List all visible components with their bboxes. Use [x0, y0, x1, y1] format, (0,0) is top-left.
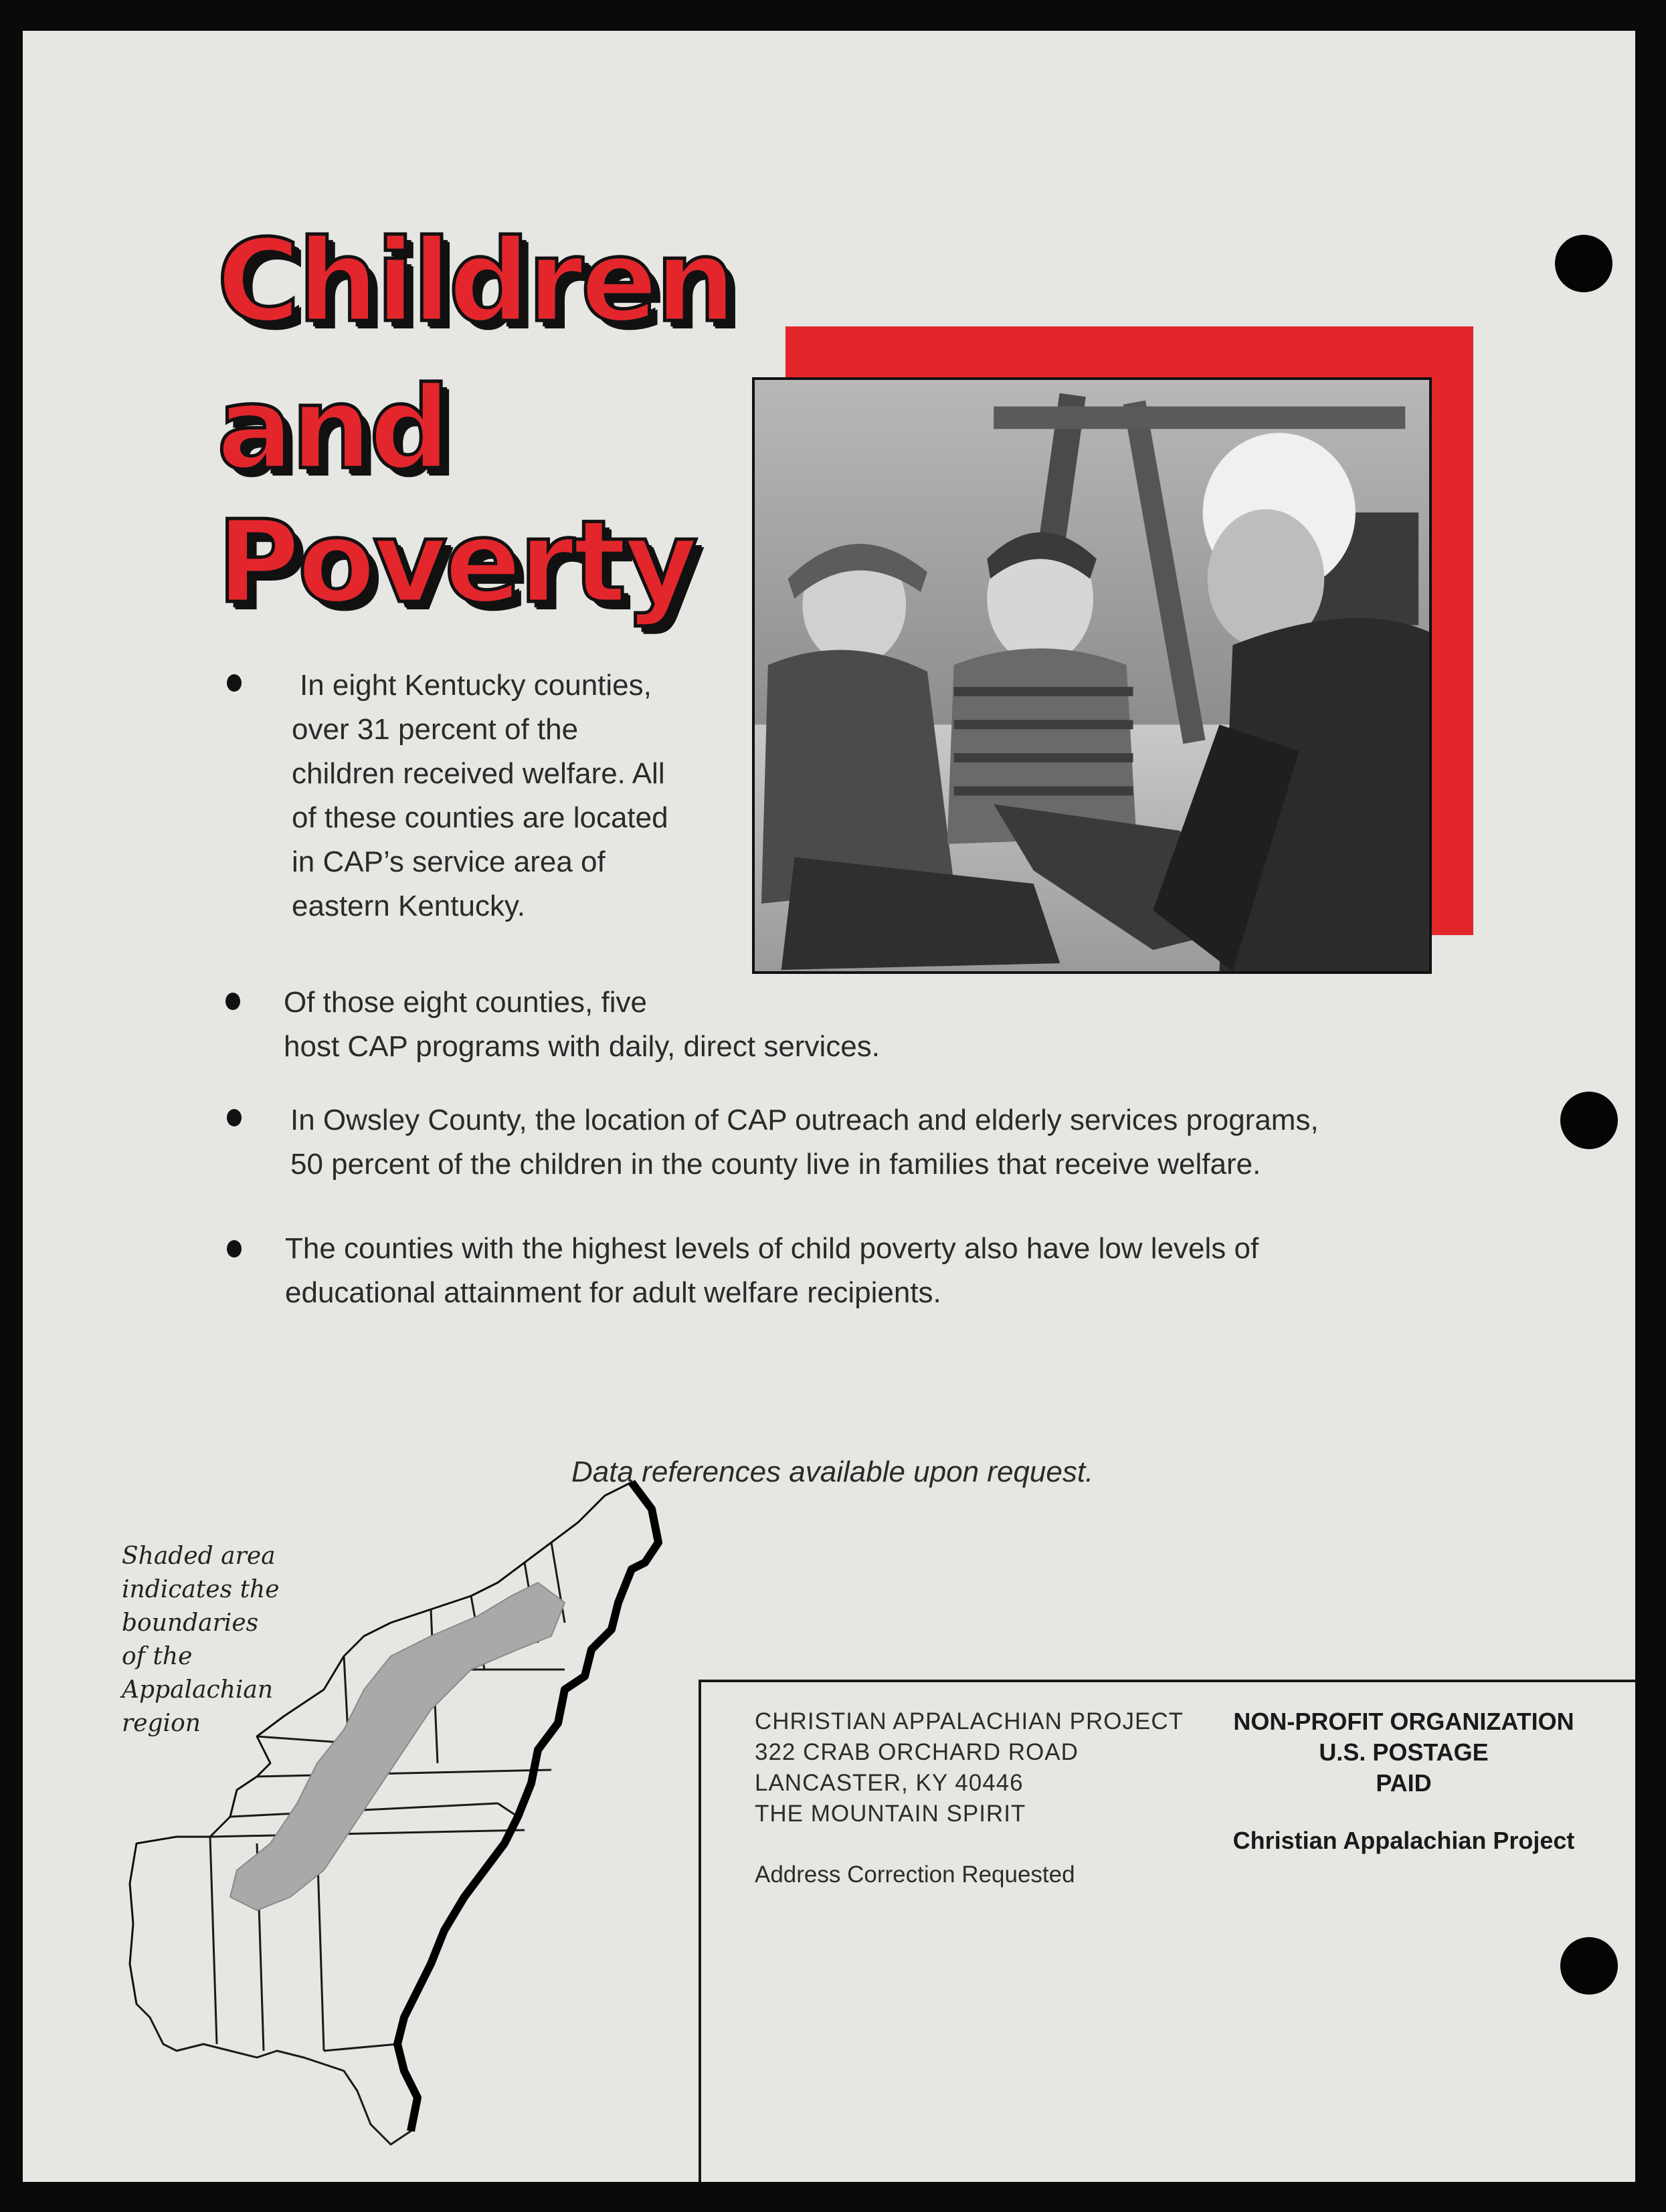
bullet-3-line: In Owsley County, the location of CAP outreach and elderly services programs,	[290, 1104, 1319, 1136]
return-address	[755, 1706, 1184, 1829]
postage-indicia-line: PAID	[1376, 1769, 1432, 1797]
address-correction-note: Address Correction Requested	[755, 1862, 1075, 1888]
bullet-4-line: educational attainment for adult welfare recipients.	[285, 1276, 941, 1309]
bullet-1	[292, 664, 668, 928]
bullet-3-line: 50 percent of the children in the county live in families that receive welfare.	[290, 1148, 1261, 1181]
postage-indicia-line: U.S. POSTAGE	[1319, 1738, 1489, 1766]
postage-indicia	[1210, 1706, 1598, 1799]
return-address-line: THE MOUNTAIN SPIRIT	[755, 1801, 1026, 1827]
newsletter-page	[23, 31, 1635, 2182]
appalachian-shaded-area	[230, 1583, 565, 1910]
map-caption-line: region	[122, 1710, 201, 1737]
title-line-1: Children	[217, 215, 734, 348]
bullet-2-line: host CAP programs with daily, direct services.	[284, 1030, 880, 1063]
photo-children-and-elder	[752, 377, 1432, 974]
map-caption-line: boundaries	[122, 1609, 259, 1637]
bullet-4	[285, 1227, 1259, 1315]
bullet-2-line: Of those eight counties, five	[284, 986, 647, 1019]
bullet-1-line: In eight Kentucky counties,	[300, 669, 652, 702]
bullet-dot	[225, 993, 240, 1010]
postage-organization: Christian Appalachian Project	[1232, 1827, 1575, 1854]
bullet-1-line: in CAP’s service area of	[292, 845, 606, 878]
bullet-1-line: over 31 percent of the	[292, 713, 579, 746]
bullet-dot	[227, 1109, 242, 1126]
bullet-1-line: children received welfare. All	[292, 757, 665, 790]
bullet-2	[284, 981, 880, 1069]
bullet-dot	[227, 674, 242, 692]
data-references-note: Data references available upon request.	[571, 1455, 1094, 1488]
map-caption-line: indicates the	[122, 1576, 280, 1603]
bullet-1-line: eastern Kentucky.	[292, 890, 525, 922]
return-address-line: LANCASTER, KY 40446	[755, 1770, 1024, 1796]
photo-illustration	[755, 380, 1429, 971]
bullet-3	[290, 1098, 1319, 1187]
postage-indicia-line: NON-PROFIT ORGANIZATION	[1233, 1708, 1574, 1735]
return-address-line: CHRISTIAN APPALACHIAN PROJECT	[755, 1708, 1184, 1734]
return-address-line: 322 CRAB ORCHARD ROAD	[755, 1739, 1079, 1765]
mailing-panel	[699, 1680, 1635, 2182]
map-caption-line: of the	[122, 1643, 193, 1670]
bullet-dot	[227, 1240, 242, 1258]
title-line-3: Poverty	[217, 496, 696, 629]
bullet-4-line: The counties with the highest levels of child poverty also have low levels of	[285, 1232, 1259, 1265]
map-caption-line: Shaded area	[122, 1542, 276, 1570]
binder-hole	[1560, 1092, 1618, 1149]
title-line-2: and	[217, 363, 448, 495]
bullet-1-line: of these counties are located	[292, 801, 668, 834]
map-caption-line: Appalachian	[122, 1676, 274, 1704]
binder-hole	[1555, 235, 1612, 292]
appalachian-region-map	[123, 1469, 712, 2182]
